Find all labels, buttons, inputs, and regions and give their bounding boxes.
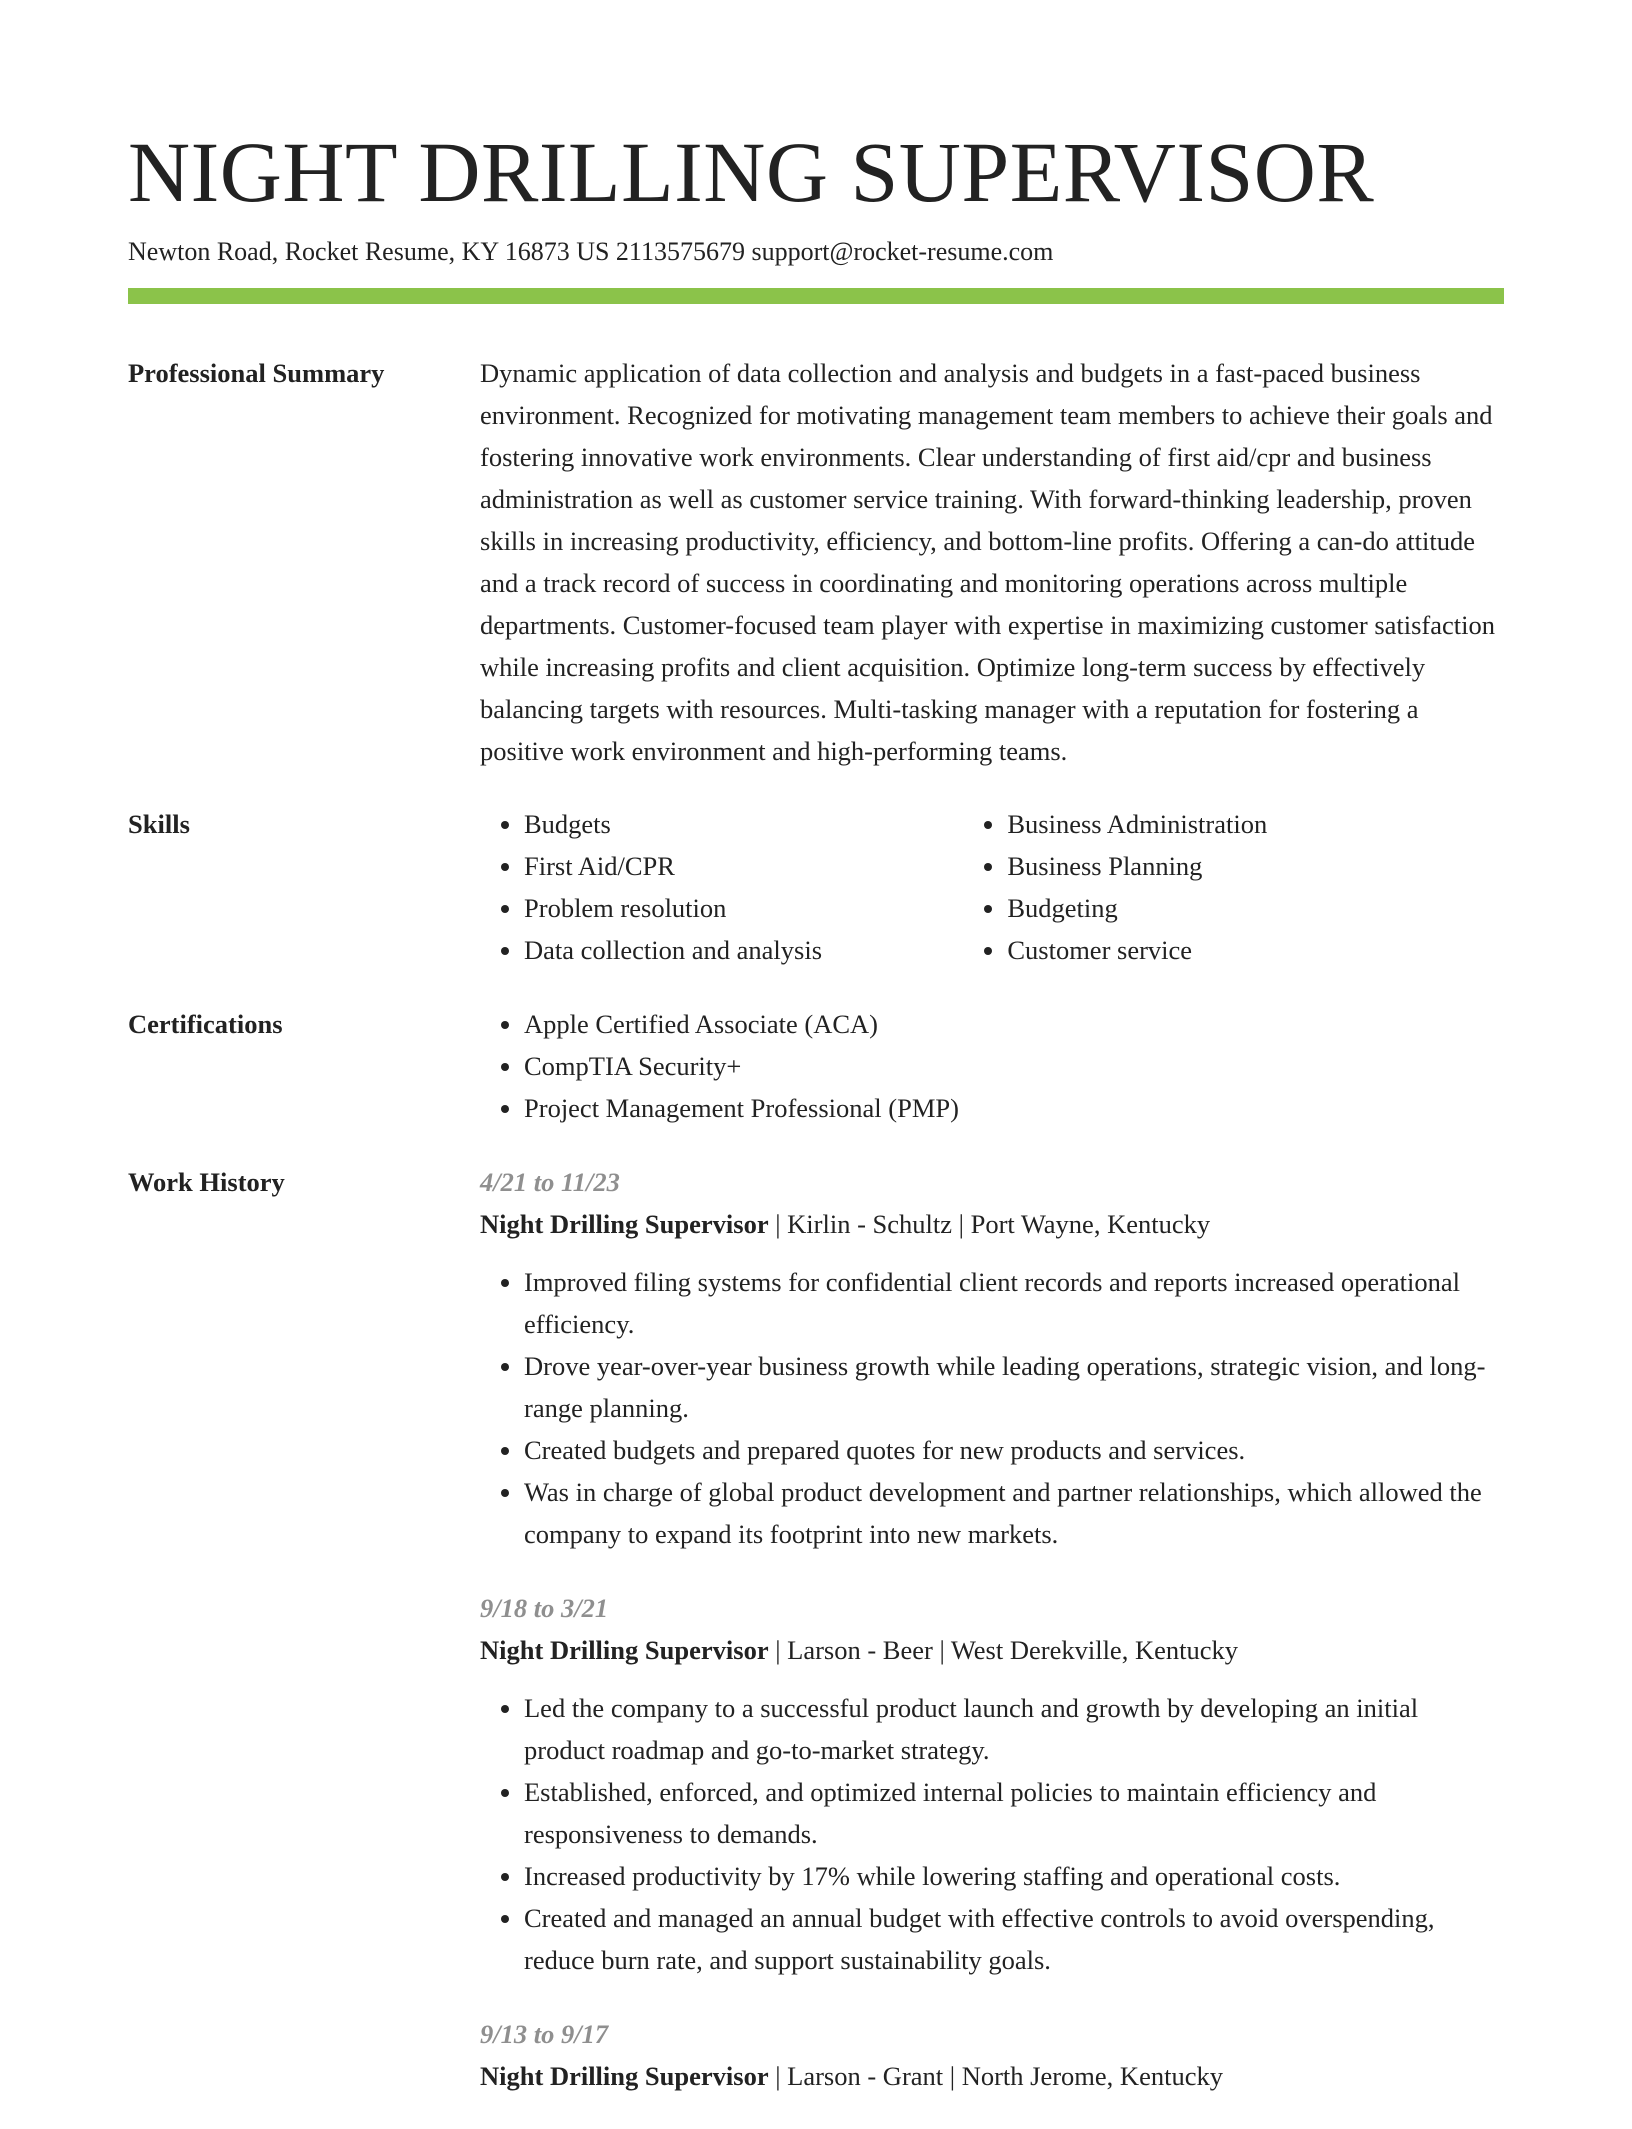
job-dates: 9/13 to 9/17	[480, 2019, 609, 2049]
work-history-section	[128, 1161, 1504, 2129]
job-location: West Derekville, Kentucky	[950, 1635, 1238, 1665]
skills-list-left	[480, 803, 963, 971]
candidate-name: NIGHT DRILLING SUPERVISOR	[128, 124, 1375, 220]
certifications-section	[128, 1003, 1504, 1129]
job-separator: |	[768, 1209, 788, 1239]
accent-divider	[128, 288, 1504, 304]
work-history-label: Work History	[128, 1167, 285, 1197]
job-heading	[480, 1203, 1504, 1245]
skill-item: • Business Planning	[1007, 845, 1504, 887]
certifications-list	[480, 1003, 1504, 1129]
job-location: North Jerome, Kentucky	[961, 2061, 1223, 2091]
job-title: Night Drilling Supervisor	[480, 2061, 769, 2091]
skills-list-right	[963, 803, 1504, 971]
job-entry	[480, 1587, 1504, 1981]
job-company: Kirlin - Schultz	[787, 1209, 953, 1239]
certification-item: • CompTIA Security+	[524, 1045, 1504, 1087]
resume-page	[128, 0, 1504, 2129]
certification-item: • Apple Certified Associate (ACA)	[524, 1003, 1504, 1045]
contact-line: Newton Road, Rocket Resume, KY 16873 US 2113575679 support@rocket-resume.com	[128, 237, 1054, 266]
skill-item: • First Aid/CPR	[524, 845, 963, 887]
job-bullet: • Drove year-over-year business growth while leading operations, strategic vision, and long-range planning.	[524, 1345, 1504, 1429]
job-bullets	[480, 1261, 1504, 1555]
job-bullet: • Created budgets and prepared quotes for new products and services.	[524, 1429, 1504, 1471]
job-heading	[480, 2055, 1504, 2097]
job-separator: |	[952, 1209, 971, 1239]
certifications-label: Certifications	[128, 1009, 283, 1039]
job-separator: |	[768, 1635, 788, 1665]
summary-text: Dynamic application of data collection and analysis and budgets in a fast-paced business environment. Recognized for motivating management team members to achieve their goals and fostering innovative work environments. Clear understanding of first aid/cpr and business administration as well as customer service training. With forward-thinking leadership, proven skills in increasing productivity, efficiency, and bottom-line profits. Offering a can-do attitude and a track record of success in coordinating and monitoring operations across multiple departments. Customer-focused team player with expertise in maximizing customer satisfaction while increasing profits and client acquisition. Optimize long-term success by effectively balancing targets with resources. Multi-tasking manager with a reputation for fostering a positive work environment and high-performing teams.	[480, 358, 1496, 766]
job-entry	[480, 2013, 1504, 2097]
summary-section	[128, 352, 1504, 772]
job-title: Night Drilling Supervisor	[480, 1635, 769, 1665]
skills-section	[128, 803, 1504, 971]
skill-item: • Customer service	[1007, 929, 1504, 971]
skill-item: • Business Administration	[1007, 803, 1504, 845]
skills-label: Skills	[128, 809, 190, 839]
job-separator: |	[768, 2061, 788, 2091]
job-dates: 9/18 to 3/21	[480, 1593, 609, 1623]
job-bullet: • Created and managed an annual budget with effective controls to avoid overspending, reduce burn rate, and support sustainability goals.	[524, 1897, 1504, 1981]
skill-item: • Data collection and analysis	[524, 929, 963, 971]
job-bullets	[480, 1687, 1504, 1981]
skill-item: • Problem resolution	[524, 887, 963, 929]
job-title: Night Drilling Supervisor	[480, 1209, 769, 1239]
job-separator: |	[943, 2061, 962, 2091]
job-bullet: • Led the company to a successful product launch and growth by developing an initial product roadmap and go-to-market strategy.	[524, 1687, 1504, 1771]
job-bullet: • Increased productivity by 17% while lowering staffing and operational costs.	[524, 1855, 1504, 1897]
summary-label: Professional Summary	[128, 358, 385, 388]
job-bullet: • Was in charge of global product development and partner relationships, which allowed the company to expand its footprint into new markets.	[524, 1471, 1504, 1555]
job-location: Port Wayne, Kentucky	[970, 1209, 1211, 1239]
job-bullet: • Improved filing systems for confidential client records and reports increased operational efficiency.	[524, 1261, 1504, 1345]
job-separator: |	[932, 1635, 951, 1665]
job-company: Larson - Grant	[787, 2061, 944, 2091]
skill-item: • Budgets	[524, 803, 963, 845]
job-heading	[480, 1629, 1504, 1671]
job-company: Larson - Beer	[787, 1635, 933, 1665]
certification-item: • Project Management Professional (PMP)	[524, 1087, 1504, 1129]
job-bullet: • Established, enforced, and optimized internal policies to maintain efficiency and responsiveness to demands.	[524, 1771, 1504, 1855]
skill-item: • Budgeting	[1007, 887, 1504, 929]
job-entry	[480, 1161, 1504, 1555]
job-dates: 4/21 to 11/23	[480, 1167, 620, 1197]
